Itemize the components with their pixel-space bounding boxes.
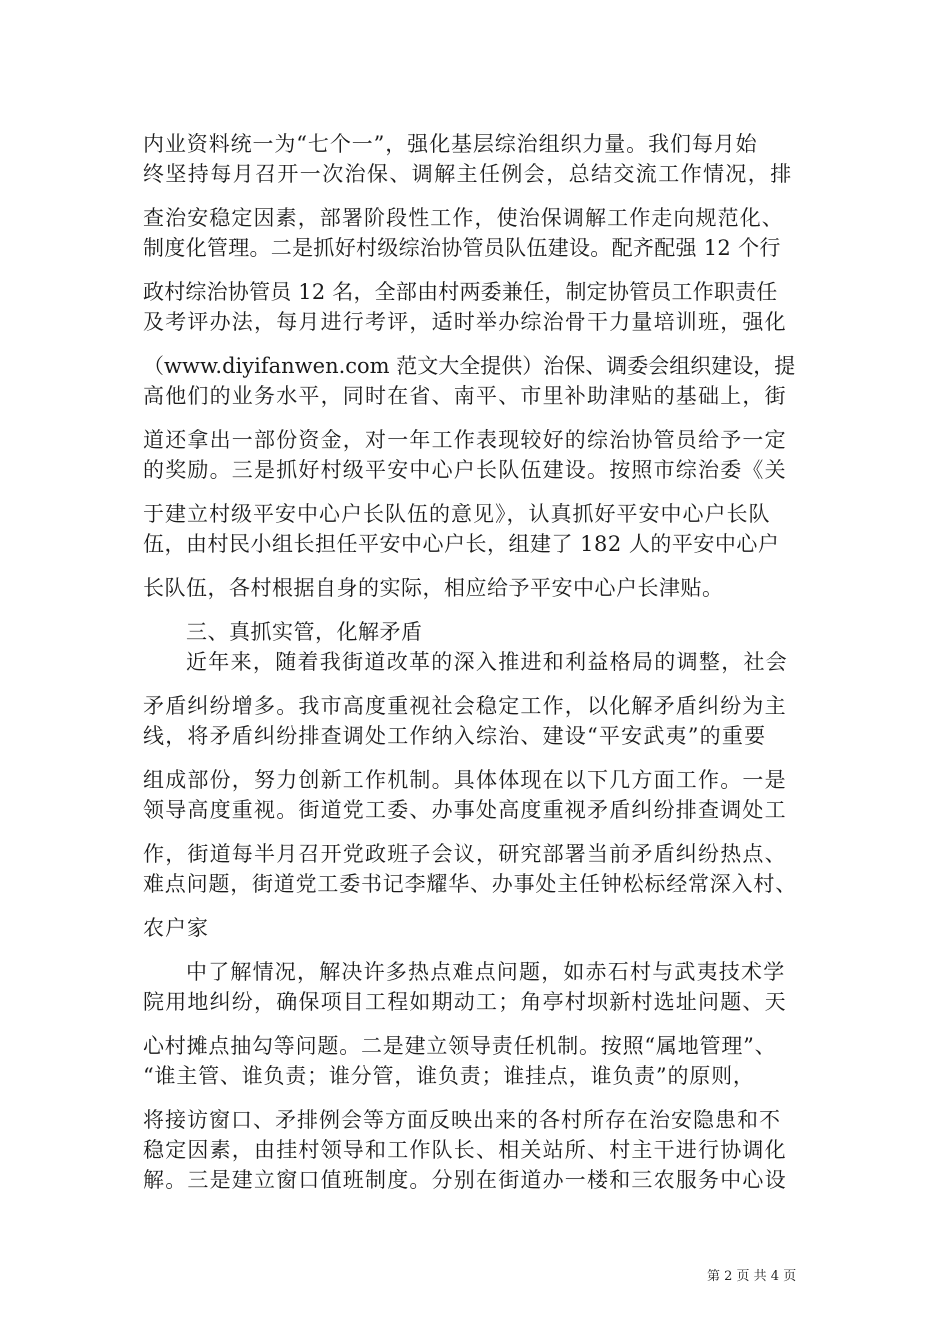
text-line: 作，街道每半月召开党政班子会议，研究部署当前矛盾纠纷热点、	[143, 842, 787, 866]
text-line: 制度化管理。二是抓好村级综治协管员队伍建设。配齐配强 12 个行	[143, 236, 781, 260]
text-line: 矛盾纠纷增多。我市高度重视社会稳定工作，以化解矛盾纠纷为主	[143, 694, 787, 718]
text-line: 稳定因素，由挂村领导和工作队长、相关站所、村主干进行协调化	[143, 1138, 787, 1162]
text-line: 伍，由村民小组长担任平安中心户长，组建了 182 人的平安中心户	[143, 532, 780, 556]
text-line: 将接访窗口、矛排例会等方面反映出来的各村所存在治安隐患和不	[143, 1108, 781, 1132]
text-line: 的奖励。三是抓好村级平安中心户长队伍建设。按照市综治委《关	[143, 458, 787, 482]
text-line: 心村摊点抽勾等问题。二是建立领导责任机制。按照“属地管理”、	[143, 1034, 777, 1058]
text-line: 农户家	[143, 916, 209, 940]
page-number: 第 2 页 共 4 页	[707, 1269, 797, 1284]
text-line: 长队伍，各村根据自身的实际，相应给予平安中心户长津贴。	[143, 576, 724, 600]
text-line: 领导高度重视。街道党工委、办事处高度重视矛盾纠纷排查调处工	[143, 798, 787, 822]
text-line: 道还拿出一部份资金，对一年工作表现较好的综治协管员给予一定	[143, 428, 787, 452]
text-line: 终坚持每月召开一次治保、调解主任例会，总结交流工作情况，排	[143, 162, 793, 186]
text-line: 线，将矛盾纠纷排查调处工作纳入综治、建设“平安武夷”的重要	[143, 724, 767, 748]
text-line: （www.diyifanwen.com 范文大全提供）治保、调委会组织建设，提	[143, 354, 796, 378]
text-line: 组成部份，努力创新工作机制。具体体现在以下几方面工作。一是	[143, 768, 787, 792]
text-line: 中了解情况，解决许多热点难点问题，如赤石村与武夷技术学	[186, 960, 786, 984]
text-line: 高他们的业务水平，同时在省、南平、市里补助津贴的基础上，街	[143, 384, 787, 408]
text-line: 内业资料统一为“七个一”，强化基层综治组织力量。我们每月始	[143, 132, 758, 156]
text-line: 查治安稳定因素，部署阶段性工作，使治保调解工作走向规范化、	[143, 206, 784, 230]
text-line: 于建立村级平安中心户长队伍的意见》，认真抓好平安中心户长队	[143, 502, 771, 526]
text-line: 近年来，随着我街道改革的深入推进和利益格局的调整，社会	[186, 650, 789, 674]
section-heading: 三、真抓实管，化解矛盾	[186, 620, 423, 644]
text-line: 及考评办法，每月进行考评，适时举办综治骨干力量培训班，强化	[143, 310, 787, 334]
text-line: 难点问题，街道党工委书记李耀华、办事处主任钟松标经常深入村、	[143, 872, 797, 896]
text-line: 政村综治协管员 12 名，全部由村两委兼任，制定协管员工作职责任	[143, 280, 778, 304]
text-line: 解。三是建立窗口值班制度。分别在街道办一楼和三农服务中心设	[143, 1168, 787, 1192]
text-line: “谁主管、谁负责；谁分管，谁负责；谁挂点，谁负责”的原则，	[143, 1064, 755, 1088]
text-line: 院用地纠纷，确保项目工程如期动工；角亭村坝新村选址问题、天	[143, 990, 787, 1014]
